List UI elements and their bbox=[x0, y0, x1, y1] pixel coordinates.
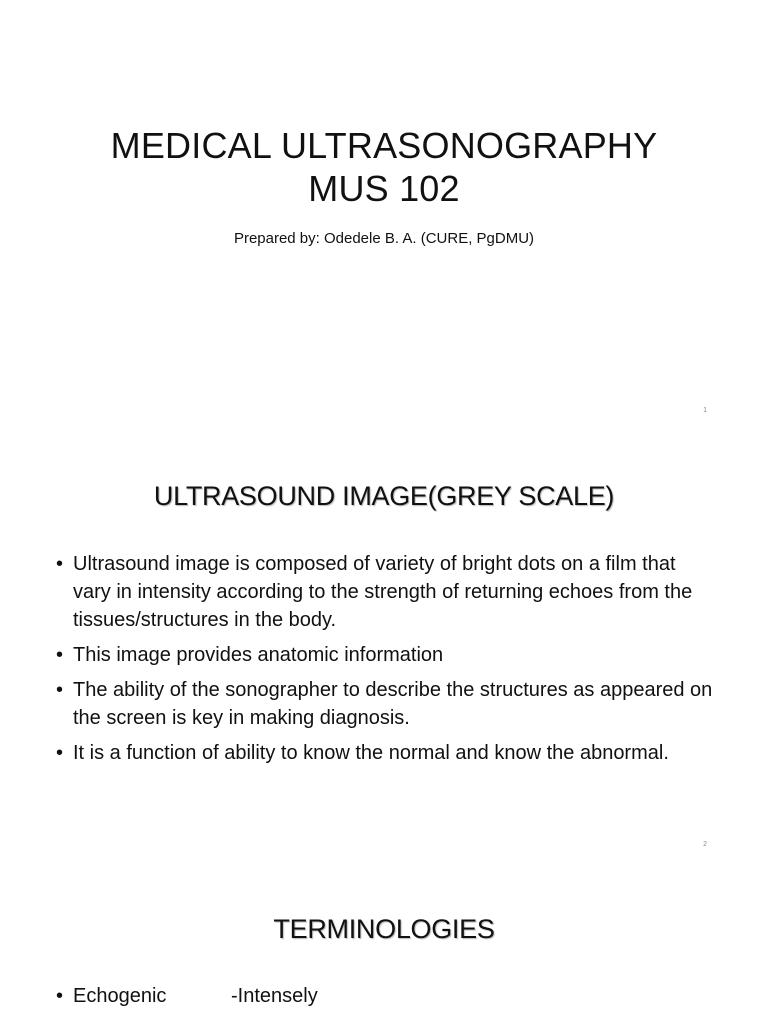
slide-3 bbox=[0, 864, 768, 1024]
bullet-item: • The ability of the sonographer to describe the structures as appeared on the screen is key in making diagnosis. bbox=[56, 676, 716, 732]
title-line-2: MUS 102 bbox=[308, 168, 460, 209]
slide-heading: TERMINOLOGIES bbox=[273, 914, 495, 944]
slide-heading: ULTRASOUND IMAGE(GREY SCALE) bbox=[153, 481, 615, 511]
term-name: • Echogenic bbox=[73, 985, 167, 1007]
term-item bbox=[56, 982, 716, 1010]
bullet-list bbox=[56, 550, 716, 774]
slide-title bbox=[0, 124, 768, 210]
page-number: 2 bbox=[703, 841, 707, 848]
slide-2 bbox=[0, 432, 768, 864]
term-definition: -Intensely bbox=[231, 985, 318, 1007]
slide-1 bbox=[0, 0, 768, 432]
bullet-item: • This image provides anatomic information bbox=[56, 641, 716, 669]
bullet-item: • Ultrasound image is composed of variety of bright dots on a film that vary in intensity according to the strength of returning echoes from the tissues/structures in the body. bbox=[56, 550, 716, 634]
bullet-item: • It is a function of ability to know the normal and know the abnormal. bbox=[56, 739, 716, 767]
title-line-1: MEDICAL ULTRASONOGRAPHY bbox=[110, 125, 658, 166]
page-number: 1 bbox=[703, 407, 707, 414]
term-list bbox=[56, 982, 716, 1017]
slide-subtitle: Prepared by: Odedele B. A. (CURE, PgDMU) bbox=[233, 230, 535, 247]
